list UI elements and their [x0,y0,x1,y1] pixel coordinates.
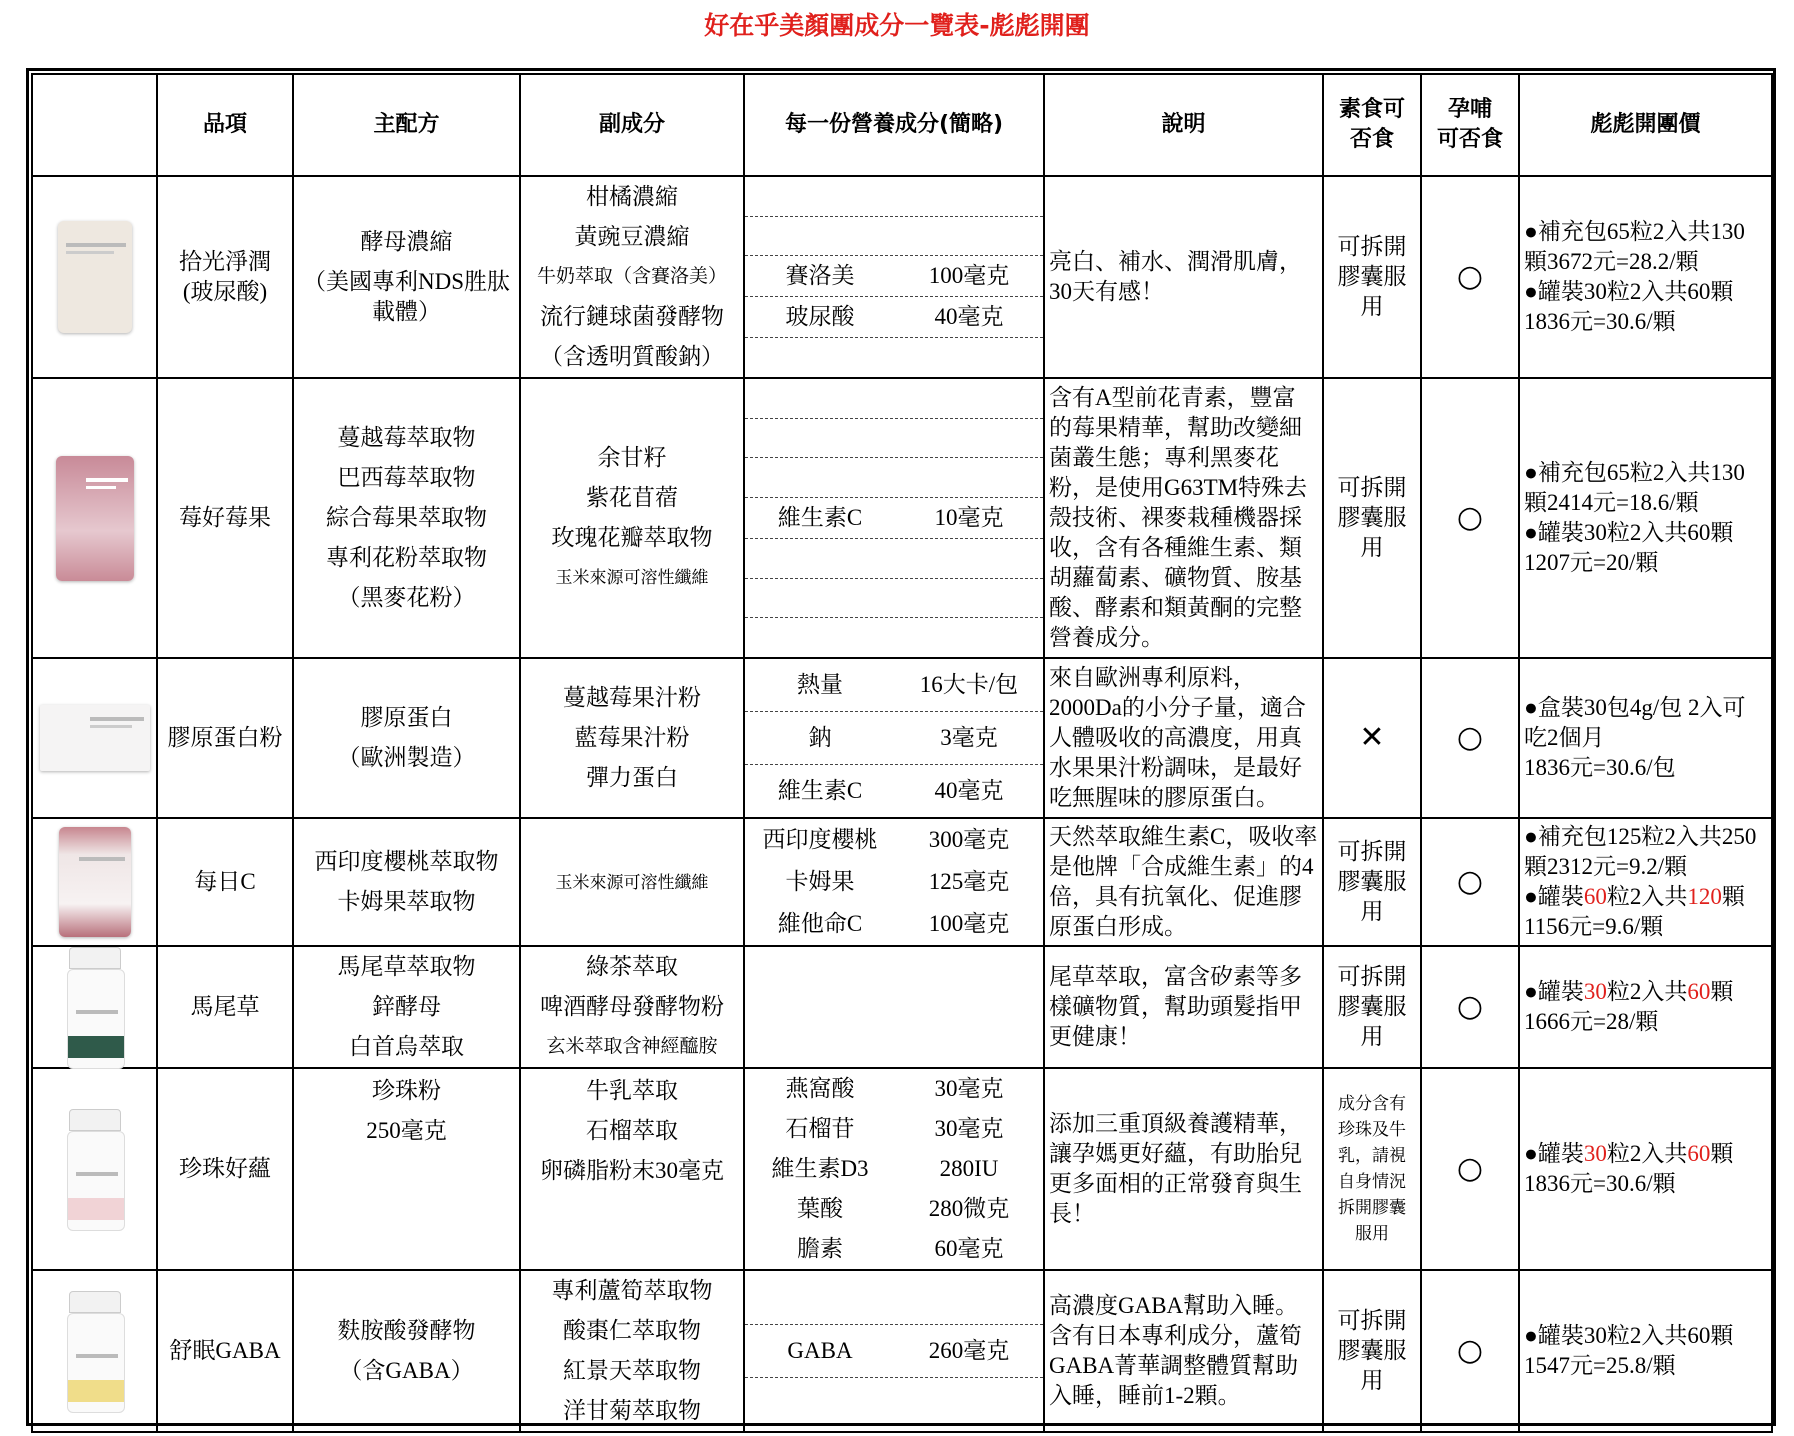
nutrition-cell: 熱量 16大卡/包 鈉 3毫克 維生素C 40毫克 [744,658,1044,818]
main-formula: 西印度櫻桃萃取物 卡姆果萃取物 [293,818,520,946]
product-pouch-cherry-image [59,827,131,937]
product-pouch-pink-image [56,456,134,581]
table-row [32,946,1772,1068]
main-formula: 馬尾草萃取物 鋅酵母 白首烏萃取 [293,946,520,1068]
preg-ok-icon: ○ [1421,658,1519,818]
nutrition-cell [744,946,1044,1068]
sub-ingredients: 柑橘濃縮 黃豌豆濃縮 牛奶萃取（含賽洛美） 流行鏈球菌發酵物 （含透明質酸鈉） [520,176,744,378]
nutrition-cell: 燕窩酸 30毫克 石榴苷 30毫克 維生素D3 280IU 葉酸 280微克 膽素 60毫克 [744,1068,1044,1270]
description: 亮白、補水、潤滑肌膚，30天有感！ [1044,176,1323,378]
table-row [32,1270,1772,1432]
preg-ok-icon: ○ [1421,1270,1519,1432]
product-image-cell [32,176,157,378]
header-image [32,74,157,176]
product-name: 舒眠GABA [157,1270,293,1432]
price-cell: ●罐裝30粒2入共60顆 1836元=30.6/顆 [1519,1068,1772,1270]
description: 來自歐洲專利原料，2000Da的小分子量，適合人體吸收的高濃度，用真水果果汁粉調味，是最好吃無腥味的膠原蛋白。 [1044,658,1323,818]
price-cell: ●罐裝30粒2入共60顆 1666元=28/顆 [1519,946,1772,1068]
preg-ok-icon: ○ [1421,1068,1519,1270]
header-veg: 素食可 否食 [1323,74,1421,176]
description: 添加三重頂級養護精華，讓孕媽更好蘊，有助胎兒更多面相的正常發育與生長！ [1044,1068,1323,1270]
price-cell: ●盒裝30包4g/包 2入可吃2個月 1836元=30.6/包 [1519,658,1772,818]
preg-ok-icon: ○ [1421,176,1519,378]
preg-ok-icon: ○ [1421,946,1519,1068]
product-name: 莓好莓果 [157,378,293,658]
nutrition-cell: 維生素C 10毫克 [744,378,1044,658]
table-row [32,818,1772,946]
product-name: 馬尾草 [157,946,293,1068]
veg-cell: 可拆開膠囊服用 [1323,818,1421,946]
sub-ingredients: 牛乳萃取 石榴萃取 卵磷脂粉末30毫克 [520,1068,744,1270]
product-name: 珍珠好蘊 [157,1068,293,1270]
header-row [32,74,1772,176]
description: 尾草萃取，富含矽素等多樣礦物質，幫助頭髮指甲更健康！ [1044,946,1323,1068]
product-image-cell [32,946,157,1068]
header-nutrition: 每一份營養成分(簡略) [744,74,1044,176]
product-bottle-green-image [67,947,123,1067]
product-image-cell [32,818,157,946]
product-box-collagen-image [40,705,150,771]
nutrition-cell: 賽洛美 100毫克 玻尿酸 40毫克 [744,176,1044,378]
veg-no-icon: ✕ [1323,658,1421,818]
header-sub: 副成分 [520,74,744,176]
description: 天然萃取維生素C，吸收率是他牌「合成維生素」的4倍，具有抗氧化、促進膠原蛋白形成。 [1044,818,1323,946]
product-name: 膠原蛋白粉 [157,658,293,818]
page-title: 好在乎美顏團成分一覽表-彪彪開團 [704,11,1090,40]
table-row [32,378,1772,658]
header-main: 主配方 [293,74,520,176]
product-name: 每日C [157,818,293,946]
veg-cell: 成分含有珍珠及牛乳，請視自身情況拆開膠囊服用 [1323,1068,1421,1270]
product-name: 拾光淨潤 (玻尿酸) [157,176,293,378]
sub-ingredients: 玉米來源可溶性纖維 [520,818,744,946]
nutrition-cell: 西印度櫻桃 300毫克 卡姆果 125毫克 維他命C 100毫克 [744,818,1044,946]
product-image-cell [32,378,157,658]
price-cell: ●補充包65粒2入共130顆2414元=18.6/顆 ●罐裝30粒2入共60顆1207元=20/顆 [1519,378,1772,658]
ingredient-table [31,73,1773,1433]
sub-ingredients: 專利蘆筍萃取物 酸棗仁萃取物 紅景天萃取物 洋甘菊萃取物 [520,1270,744,1432]
product-bottle-pink-image [67,1109,123,1229]
sub-ingredients: 余甘籽 紫花苜蓿 玫瑰花瓣萃取物 玉米來源可溶性纖維 [520,378,744,658]
veg-cell: 可拆開膠囊服用 [1323,1270,1421,1432]
header-desc: 說明 [1044,74,1323,176]
product-image-cell [32,1068,157,1270]
price-cell: ●補充包65粒2入共130顆3672元=28.2/顆 ●罐裝30粒2入共60顆1836元=30.6/顆 [1519,176,1772,378]
product-image-cell [32,658,157,818]
table-row [32,1068,1772,1270]
nutrition-cell: GABA 260毫克 [744,1270,1044,1432]
product-image-cell [32,1270,157,1432]
product-pouch-white-image [58,221,132,333]
preg-ok-icon: ○ [1421,378,1519,658]
preg-ok-icon: ○ [1421,818,1519,946]
product-bottle-yellow-image [67,1291,123,1411]
description: 含有A型前花青素，豐富的莓果精華，幫助改變細菌叢生態；專利黑麥花粉，是使用G63TM特殊去殼技術、裸麥栽種機器採收，含有各種維生素、類胡蘿蔔素、礦物質、胺基酸、酵素和類黃酮的完整營養成分。 [1044,378,1323,658]
main-formula: 珍珠粉 250毫克 [293,1068,520,1270]
header-price: 彪彪開團價 [1519,74,1772,176]
veg-cell: 可拆開膠囊服用 [1323,176,1421,378]
header-preg: 孕哺 可否食 [1421,74,1519,176]
main-formula: 蔓越莓萃取物 巴西莓萃取物 綜合莓果萃取物 專利花粉萃取物 （黑麥花粉） [293,378,520,658]
sub-ingredients: 綠茶萃取 啤酒酵母發酵物粉 玄米萃取含神經醯胺 [520,946,744,1068]
veg-cell: 可拆開膠囊服用 [1323,946,1421,1068]
sub-ingredients: 蔓越莓果汁粉 藍莓果汁粉 彈力蛋白 [520,658,744,818]
description: 高濃度GABA幫助入睡。含有日本專利成分，蘆筍GABA菁華調整體質幫助入睡，睡前1-2顆。 [1044,1270,1323,1432]
table-row [32,658,1772,818]
main-formula: 麩胺酸發酵物 （含GABA） [293,1270,520,1432]
veg-cell: 可拆開膠囊服用 [1323,378,1421,658]
main-formula: 膠原蛋白 （歐洲製造） [293,658,520,818]
table-row [32,176,1772,378]
main-formula: 酵母濃縮 （美國專利NDS胜肽 載體） [293,176,520,378]
price-cell: ●補充包125粒2入共250顆2312元=9.2/顆 ●罐裝60粒2入共120顆 1156元=9.6/顆 [1519,818,1772,946]
header-product: 品項 [157,74,293,176]
price-cell: ●罐裝30粒2入共60顆1547元=25.8/顆 [1519,1270,1772,1432]
